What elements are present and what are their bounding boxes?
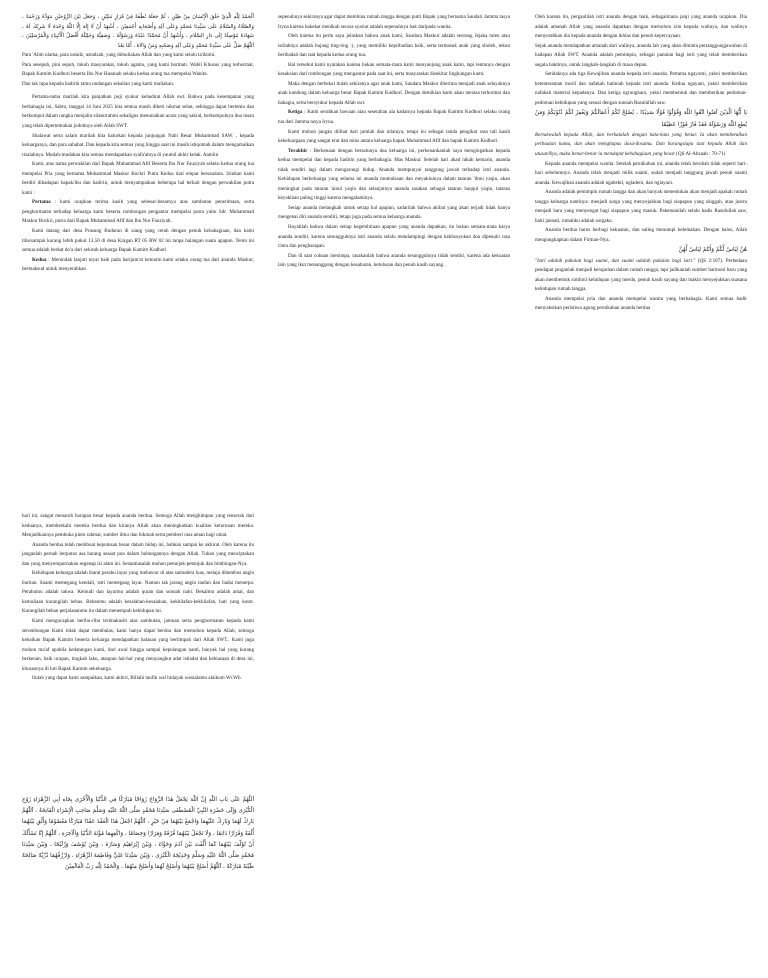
paragraph-menyaksikan: Ananda mempelai pria dan ananda mempelai wanita yang berbahagia. Kami semua hadir menyaksikan peristiwa agung pernikahan ananda berdua xyxy=(535,295,747,312)
paragraph-pakaian xyxy=(535,257,747,295)
paragraph-penutup: Itulah yang dapat kami sampaikan, kami akhiri, Billahi taufik wal hidayah wassalamu alaikum Wr.Wb. xyxy=(32,675,242,682)
verse-translation xyxy=(535,131,747,160)
paragraph-jejaka: Oleh karena itu perlu saya jelaskan bahwa anak kami, Saudara Maskur adalah seorang Jejaka tulen atau istilahnya adalah bujang ting-ting :), yang memiliki kepribadian baik, serta termasuk anak yang sholeh, tekun beribadah dan taat kepada kedua orang tua. xyxy=(278,33,510,59)
paragraph-kedatangan: Kami datang dari desa Prasung Buduran di siang yang cerah dengan penuh kebahagiaan, dan kami tiba/sampai kurang lebih pukul 13.50 di desa Kragan RT 05 RW 02 ini tanpa halangan suatu apapun. Tentu ini semua adalah berkat do'a dari seluruh keluarga Bapak Kamim Kudhori xyxy=(22,228,254,254)
paragraph-syukur: Pertama-tama marilah kita panjatkan puji syukur kehadirat Allah swt. Bahwa pada kesempatan yang berbahagia ini, Sabtu, tanggal 14 Juni 2025 kita semua masih diberi nikmat sehat, sehingga dapat bertemu dan berkumpul dalam rangka menjalin silaturrahmi sekaligus menunaikan acara yang sakral, berkumpulnya dua insan yang telah dipertemukan jodohnya oleh Allah SWT. xyxy=(22,94,254,130)
greeting-ulama: Para 'Alim ulama, para ustadz, ustadzah, yang dimuliakan Allah dan yang kami selalu ta'dzimi. xyxy=(22,52,216,59)
pertama-label: Pertama xyxy=(32,199,51,206)
paragraph-perwakilan: Kami, atas nama perwakilan dari Bapak Muhammad Afif Beserta Ibu Nur Fauziyah selaku kedua orang tua mempelai Pria yang bernama Muhammad Maskur Bockri Putra Kedua dari empat bersaudara. Izinkan kami berdiri dihadapan bapak/ibu dan hadirin, untuk menyampaikan beberapa hal terkait dengan perwakilan putra kami : xyxy=(22,161,254,196)
column-1 xyxy=(22,13,254,275)
arabic-closing-prayer: اَللّٰهُمَّ عَلَى بَابِ اللّٰهِ إِنَّ اللّٰهَ يَجْعَلُ هٰذَا الزَّوَاجَ زَوَاجًا مُبَارَكًا فِي الدُّنْيَا وَالْأُخْرَى بِجَاهِ أَبِي الزَّهْرَاءِ زَوْجِ الْكُبْرَى وَإِلَى حَضْرَةِ النَّبِيِّ الْمُصْطَفَى سَيِّدِنَا مُحَمَّدٍ صَلَّى اللّٰهُ عَلَيْهِ وَسَلَّمَ صَاحِبِ الْإِسْرَاءِ الْفَاتِحَةُ ، اَللّٰهُمَّ بَارِكْ لَهُمَا وَبَارِكْ عَلَيْهِمَا وَاجْمَعْ بَيْنَهُمَا فِيْ خَيْرٍ ، اَللّٰهُمَّ اجْعَلْ هٰذَا الْعَقْدَ عَقْدًا مُبَارَكًا مَعْصُوْمًا وَأَلْقِ بَيْنَهُمَا أُلْفَةً وَقَرَارًا دَائِمًا ، وَلَا تَجْعَلْ بَيْنَهُمَا فُرْقَةً وَفِرَارًا وَخِصَامًا ، وَاكْفِهِمَا مُؤْنَةَ الدُّنْيَا وَالْآخِرَةِ ، اَللّٰهُمَّ إِنَّا نَسْأَلُكَ أَنْ تُؤَلِّفَ بَيْنَهُمَا كَمَا أَلَّفْتَ بَيْنَ آدَمَ وَحَوَّاءَ ، وَبَيْنَ إِبْرَاهِيْمَ وَسَارَةَ ، وَبَيْنَ يُوْسُفَ وَزُلَيْخَا ، وَبَيْنَ سَيِّدِنَا مُحَمَّدٍ صَلَّى اللّٰهُ عَلَيْهِ وَسَلَّمَ وَخَدِيْجَةَ الْكُبْرَى ، وَبَيْنَ سَيِّدِنَا عَلِيٍّ وَفَاطِمَةَ الزَّهْرَاءِ ، وَارْزُقْهُمَا ذُرِّيَّةً صَالِحَةً طَيِّبَةً مُبَارَكَةً ، اَللّٰهُمَّ أَصْلِحْ بَيْنَهُمَا وَأَصْلِحْ لَهُمَا وَأَصْلِحْ مِنْهُمَا ، وَالْحَمْدُ لِلّٰهِ رَبِّ الْعَالَمِيْنَ xyxy=(22,797,254,871)
paragraph-berbagi-kekuatan: Ananda berdua harus berbagi kekuatan, dan saling menutupi kelemahan. Dengan halus, Allah mengungkapkan dalam Firman-Nya, xyxy=(535,227,747,243)
paragraph-terimakasih: Kami mengucapkan beribu-ribu terimakasih atas sambutan, jamuan serta penghormatan kepada kami serombongan Kami tidak dapat membalas, kami hanya dapat berdoa dan memohon kepada Allah, semoga kebaikan Bapak Kamim beserta keluarga mendapatkan balasan yang berlimpah dari Allah SWT.. Kami juga mohon ma'af apabila kedatangan kami, dari awal hingga sampai kepulangan nanti, banyak hal yang kurang berkenan, baik ucapan, tingkah laku, ataupun hal-hal yang menyangkut adat istiadat dan kebiasaan di desa ini, khususnya di luti Bapak Kamim sekeluarga. xyxy=(22,618,254,672)
paragraph-diterima: Maka dengan berbekal itulah sekiranya agar anak kami, Saudara Maskur diterima menjadi anak selayaknya anak kandung dalam keluarga besar Bapak Kamim Kudhori. Dengan demikian kami akan merasa terhormat dan bahagia, serta bersyukur kepada Allah swt. xyxy=(278,80,510,106)
arabic-opening: اَلْحَمْدُ لِلّٰهِ الَّذِيْ خَلَقَ الْإِنْسَانَ مِنْ طِيْنٍ ، ثُمَّ جَعَلَهُ نُطْفَةً فِيْ قَرَارٍ مَكِيْنٍ ، وَجَعَلَ بَيْنَ الزَّوْجَيْنِ مَوَدَّةً وَرَحْمَةً ، وَالصَّلَاةُ وَالسَّلَامُ عَلَى سَيِّدِنَا مُحَمَّدٍ وَعَلَى آلِهِ وَأَصْحَابِهِ أَجْمَعِيْنَ ، أَشْهَدُ أَنْ لَا إِلٰهَ إِلَّا اللّٰهُ وَحْدَهُ لَا شَرِيْكَ لَهُ ، شَهَادَةً مُوْصِلَةً إِلَى دَارِ السَّلَامِ ، وَأَشْهَدُ أَنَّ مُحَمَّدًا عَبْدُهُ وَرَسُوْلُهُ ، وَصَفِيُّهُ وَخَلِيْلُهُ أَفْضَلُ الْأَنْبِيَاءِ وَالْمُرْسَلِيْنَ ، اَللّٰهُمَّ صَلِّ عَلَى سَيِّدِنَا مُحَمَّدٍ وَعَلَى آلِهِ وَصَحْبِهِ وَمَنْ وَالَاهُ ، أَمَّا بَعْدُ xyxy=(22,14,254,49)
greeting-sesepuh: Para sesepuh, pini sepuh, tokoh masyarakat, tokoh agama, yang kami hormati. Wabil Khusus yang terhormat, Bapak Kamim Kudhori beserta Ibu Nur Hasanah selaku kedua orang tua mempelai Wanita. xyxy=(22,61,254,78)
paragraph-kewajiban: Setidaknya ada tiga Kewajiban ananda kepada istri ananda. Pertama ngayomi, yakni memberikan ketenteraman moril dan nafakah batiniah kepada istri ananda. Kedua ngayani, yakni memberikan nafakah material kepadanya. Dan ketiga ngrungkani, yakni membentuk dan memberikan pedoman-pedoman kehidupan yang sesuai dengan sunnah Rasulullah saw. xyxy=(535,71,747,106)
paragraph-mempelai-wanita: Kepada ananda mempelai wanita. Setelah pernikahan ini, ananda telah berubah tidak seperti hari-hari sebelumnya. Ananda telah menjadi milik suami, sudah menjadi tanggung jawab penuh suami ananda. Kewajiban ananda adalah ngabekti, ngladeni, dan nglayani. xyxy=(535,160,747,186)
column-5 xyxy=(22,795,254,873)
paragraph-tanda-pengikat: Kami mohon jangan dilihat dari jumlah dan nilainya, tetapi ini sebagai tanda pengikat rasa tali kasih kekeluargaan yang sangat erat dan tulus antara keluarga bapak Muhammad Afif dan bapak Kamim Kudhori. xyxy=(278,128,510,145)
paragraph-ketiga xyxy=(278,108,510,127)
greeting-hadirin: Dan tak lupa kepada hadirin tamu undangan sekalian yang kami muliakan. xyxy=(22,80,175,87)
pertama-text: : kami ucapkan terima kasih yang sebesar-besarnya atas sambutan penerimaan, serta penghormatan terhadap keluarga kami beserta rombongan pengantar mempelai putra yaitu Sdr. Muhammad Maskur Bockri, putra dari Bapak Muhammad Afif dan Ibu Nur Fauziyah. xyxy=(22,199,254,225)
quote-text: "Istri adalah pakaian bagi suami, dan suami adalah pakaian bagi istri." xyxy=(535,257,696,264)
translation-reference: (QS Al-Ahzaab : 70-71) xyxy=(676,150,726,157)
paragraph-cobaan: Dan di saat cobaan menimpa, rasakanlah bahwa ananda sesungguhnya tidak sendiri, karena ada kekuatan lain yang ikut menanggung dengan kesabaran, ketulusan dan penuh kasih sayang. xyxy=(278,252,510,269)
ketiga-text: : Kami serahkan bawaan atau seserahan ala kadarnya kepada Bapak Kamim Kudhori selaku orang tua dari Jamma tasya Iryna. xyxy=(278,109,510,126)
column-3 xyxy=(535,13,747,314)
kedua-text: : Menindak lanjuti niyat baik pada harijum'at kemarin kami selaku orang tua dari ananda Maskur, bermaksud untuk menyerahkan xyxy=(22,256,254,273)
paragraph-melangkah: Setiap ananda melangkah untuk setiap hal apapun, sadarilah bahwa akibat yang akan terjadi tidak hanya mengenai diri ananda sendiri, tetapi juga pada semua keluarga ananda. xyxy=(278,204,510,221)
terakhir-label: Terakhir xyxy=(288,147,308,154)
translation-text: Bertakwalah kepada Allah, dan berkatalah dengan kata-kata yang benar. Ia akan membetulkan perbuatan kamu, dan akan menghapus dosa-dosamu. Dan barangsiapa taat kepada Allah dan utusanNya, maka benar-benar ia mendapat kebahagiaan yang besar xyxy=(535,131,747,157)
paragraph-harapan: hari ini, sangat menaruh harapan besar kepada ananda berdua. Semoga Allah menghimpun yang tenserak dari keduanya, memberkahi mereka berdua dan kiranya Allah akan meningkatkan kualitas keturunan mereka. Menjadikannya pembuka pintu rahmat, sumber ilmu dan hikmah serta pemberi rasa aman bagi umat. xyxy=(22,513,254,539)
column-4 xyxy=(22,512,254,684)
paragraph-perahu-layar: Kehidupan keluarga adalah ibarat perahu layar yang meluncur di atas samudera luas, melaju dihembus angin buritan. Suami memegang kendali, istri memegang layar. Namun tak jarang angin taufan dan badai menerpa. Perahumu adalah takwa. Kemudi dan layarmu adalah quran dan sunnah nabi. Bekalmu adalah amal, dan kemuliaan kurangilah bebas. Bebanmu adalah kesalahan-kesalahan, kekhilafan-kekhilafan, hati yang kotor. Kurangilah beban perjalananmu itu dalam menempuh kehidupan ini. xyxy=(22,570,254,615)
paragraph-pertama xyxy=(22,198,254,227)
paragraph-amanah: Sejak ananda mendapatkan amanah dari walinya, ananda lah yang akan diminta pertanggungjawaban di hadapan Allah SWT. Ananda adalah pemimpin, sebagai panutan bagi istri yang telah memberikan segala baktinya, untuk langkah-langkah di masa depan. xyxy=(535,42,747,68)
paragraph-pemimpin: Ananda adalah pemimpin rumah tangga dan akan banyak menentukan akan menjadi apakah rumah tangga keluarga nantinya: menjadi surga yang menyejukkan bagi siapapun yang singgah, atau justru menjadi bara yang menyengat bagi siapapun yang masuk. Pakemanilah selalu hadis Rasulullah saw, baiti jannati, rumahku adalah sorgaku. xyxy=(535,189,747,224)
quote-reference: (QS 2:187). xyxy=(697,257,724,264)
terakhir-text: : Berkenaan dengan bersatunya dua keluarga ini, perkenankanlah saya mengingatkan kepada kedua mempelai dan kepada hadirin yang berbahagia. Mas Maskur. Setelah hari akad nikah kemarin, ananda tidak sendiri lagi dalam mengarungi hidup. Ananda mempunyai tanggung jawab terhadap istri ananda. Kehidupan berkeluarga yang selama ini ananda mumulsaan dan meyakininya dalam tataran 'ilmu yaqin, akan meningkat pada tataran 'ainul yaqin dan selanjutnya ananda rasakan sebagai tataran haqqul yaqin, tataran keyakinan paling tinggi karena mengalaminya. xyxy=(278,147,510,202)
paragraph-perbedaan: Perbedaan pendapat janganlah menjadi kerapuhan dalam rumah tangga, tapi jadikanlah sumber harmoni baru yang akan membentuk simfoni kehidupan yang merdu, penuh kasih sayang dan makin menyejukkan suasana kehidupan rumah tangga. xyxy=(535,257,747,293)
kedua-label: Kedua xyxy=(32,256,47,263)
arabic-verse-ahzab: يَا أَيُّهَا الَّذِيْنَ آمَنُوا اتَّقُوا اللّٰهَ وَقُوْلُوْا قَوْلًا سَدِيْدًا ، يُصْلِحْ لَكُمْ أَعْمَالَكُمْ وَيَغْفِرْ لَكُمْ ذُنُوْبَكُمْ وَمَنْ يُطِعِ اللّٰهَ وَرَسُوْلَهُ فَقَدْ فَازَ فَوْزًا عَظِيْمًا xyxy=(535,110,747,128)
paragraph-keputusan: Ananda berdua telah membuat keputusan besar dalam hidup ini, bahkan sampai ke akhirat. Oleh karena itu janganlah pernah berputus asa barang sesaat pun dalam hubungannya dengan Allah, Tuhan yang menciptakan dan yang menyempurnakan segenap isi alam ini. Senantiasalah mohon petunjuk-petunjuk dan bimbingan-Nya. xyxy=(22,541,254,567)
paragraph-kesaksian: Hal tersebut kami nyatakan karena bukan semata-mata kami menyanjung anak kami, tapi tentunya dengan kesaksian dari rombongan yang mengantar pada saat ini, serta masyarakat disekitar lingkungan kami. xyxy=(278,61,510,78)
column-2 xyxy=(278,13,510,271)
paragraph-terakhir xyxy=(278,147,510,204)
arabic-verse-pakaian: هُنَّ لِبَاسٌ لَّكُمْ وَأَنْتُمْ لِبَاسٌ لَّهُنَّ xyxy=(678,247,747,254)
paragraph-pergaulilah: Oleh karena itu, pergaulilah istri ananda dengan baik, sebagaimana janji yang ananda ucapkan. Dia adalah amanah Allah yang ananda dapatkan dengan memohon izin kepada walinya, dan walinya menyerahkan dia kepada ananda dengan ikhlas dan penuh kepercayaan. xyxy=(535,14,747,40)
paragraph-kegembiraan: Hayatilah bahwa dalam setiap kegembiraan apapun yang ananda dapatkan, itu bukan semata-mata karya ananda sendiri, karena sesungguhnya istri ananda selalu mendampingi dengan kekhusyukan doa dipenuhi rasa cinta dan pengharapan. xyxy=(278,224,510,250)
paragraph-shalawat: Shalawat serta salam marilah kita haturkan kepada junjungan Nabi Besar Muhammad SAW. , kepada keluarganya, dan para sahabat. Dan kepada kita semua yang hingga saat ini masih istiqomah dalam mengamalkan risalahnya. Mudah-mudahan kita semua mendapatkan syafa'atnya di yaumil akhir kelak. Aamiin xyxy=(22,132,254,158)
paragraph-continuation: sepenuhnya sekiranya agar dapat membina rumah tangga dengan putri Bapak yang bernama Saudari Jamma tasya Iryna karena hakekat menikah secara syariat adalah sepenuhnya hak daripada wanita. xyxy=(278,14,510,30)
paragraph-kedua xyxy=(22,256,254,275)
ketiga-label: Ketiga xyxy=(288,109,303,116)
